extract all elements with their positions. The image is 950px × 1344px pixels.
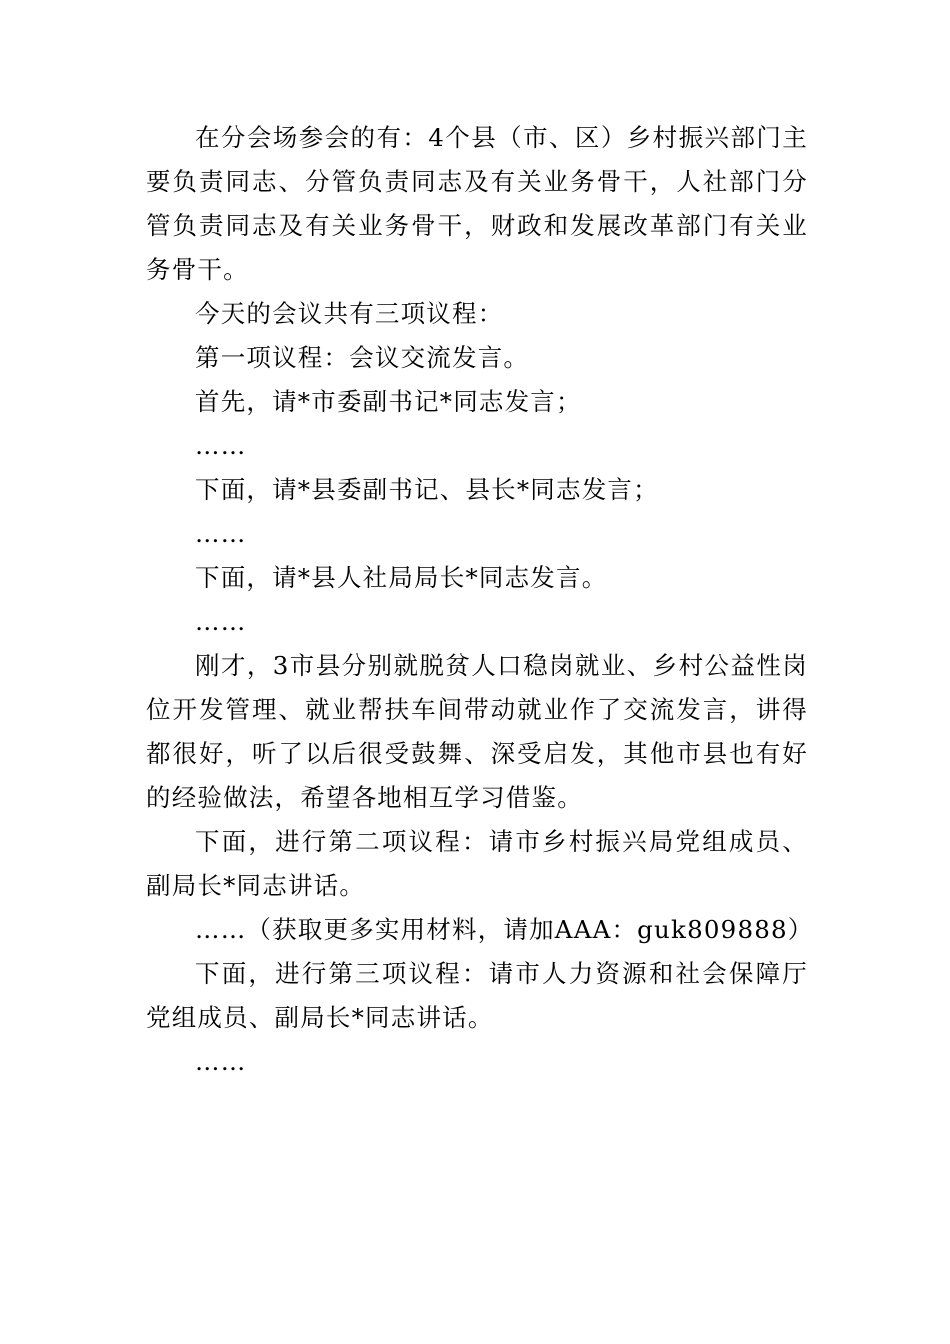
paragraph-ellipsis: ……: [195, 519, 247, 548]
paragraph-speaker-2: 下面，请*县委副书记、县长*同志发言；: [195, 475, 659, 504]
paragraph-speaker-3: 下面，请*县人社局局长*同志发言。: [195, 563, 608, 592]
paragraph-agenda-item-1: 第一项议程：会议交流发言。: [195, 343, 530, 372]
paragraph-ellipsis: ……: [195, 607, 247, 636]
paragraph-agenda-item-3: 下面，进行第三项议程：请市人力资源和社会保障厅党组成员、副局长*同志讲话。: [146, 959, 808, 1032]
paragraph-attendees: 在分会场参会的有：4个县（市、区）乡村振兴部门主要负责同志、分管负责同志及有关业务骨干，人社部门分管负责同志及有关业务骨干，财政和发展改革部门有关业务骨干。: [146, 123, 808, 284]
document-body: [146, 116, 814, 1084]
paragraph-ellipsis: ……: [195, 1047, 247, 1076]
paragraph-speaker-1: 首先，请*市委副书记*同志发言；: [195, 387, 582, 416]
paragraph-ellipsis-note: ……（获取更多实用材料，请加AAA：guk809888）: [195, 915, 814, 944]
paragraph-summary: 刚才，3市县分别就脱贫人口稳岗就业、乡村公益性岗位开发管理、就业帮扶车间带动就业作了交流发言，讲得都很好，听了以后很受鼓舞、深受启发，其他市县也有好的经验做法，希望各地相互学习借鉴。: [146, 651, 808, 812]
paragraph-agenda-intro: 今天的会议共有三项议程：: [195, 299, 504, 328]
paragraph-ellipsis: ……: [195, 431, 247, 460]
paragraph-agenda-item-2: 下面，进行第二项议程：请市乡村振兴局党组成员、副局长*同志讲话。: [146, 827, 808, 900]
